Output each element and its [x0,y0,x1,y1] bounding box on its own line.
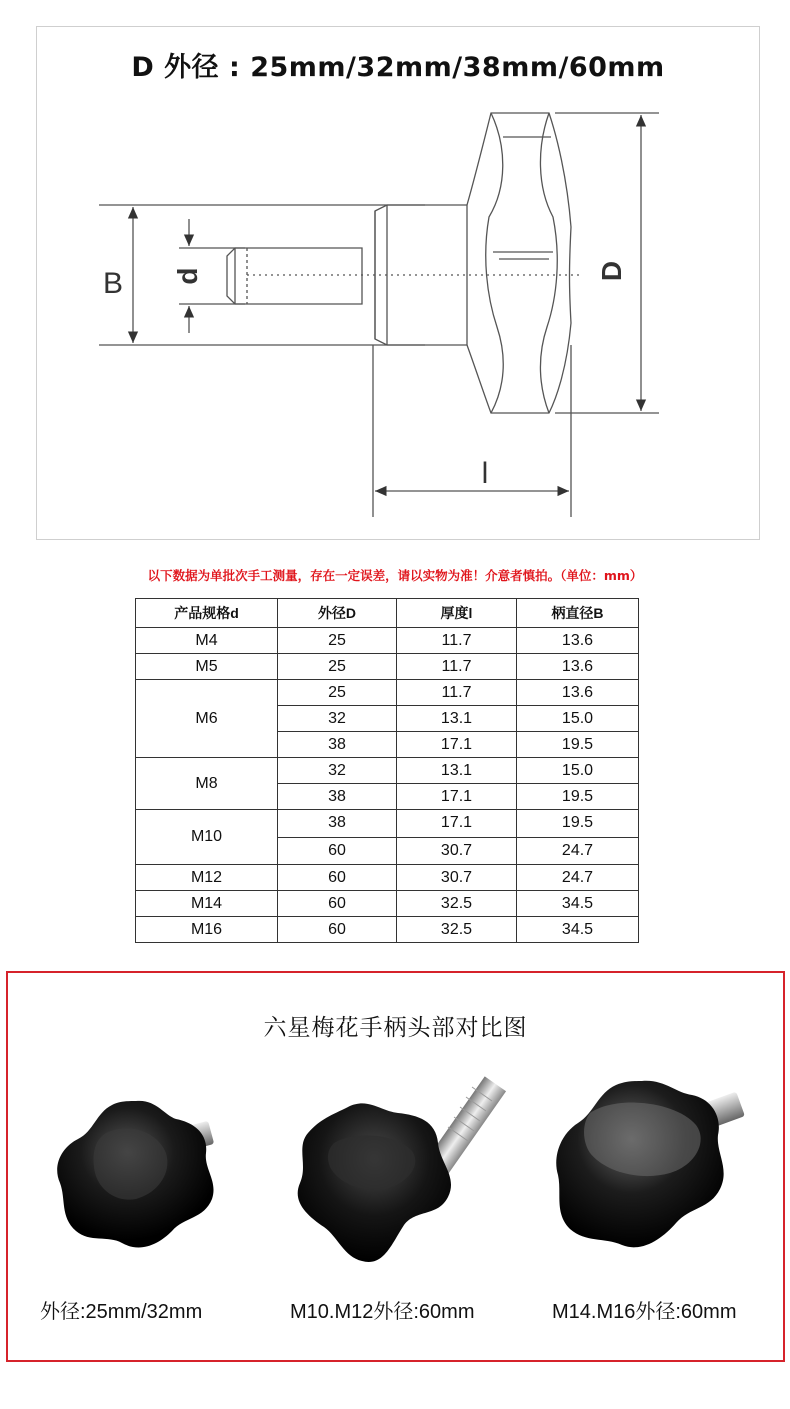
cell-spec: M16 [136,917,278,943]
cell-thickness: 17.1 [397,810,517,838]
cell-thickness: 30.7 [397,837,517,865]
cell-B: 15.0 [517,758,639,784]
cell-B: 24.7 [517,865,639,891]
cell-D: 25 [278,654,397,680]
cell-D: 60 [278,865,397,891]
cell-thickness: 32.5 [397,891,517,917]
cell-B: 19.5 [517,810,639,838]
header-outer-diameter: 外径D [278,599,397,628]
table-row [136,758,639,784]
cell-B: 24.7 [517,837,639,865]
cell-D: 38 [278,732,397,758]
cell-B: 13.6 [517,680,639,706]
cell-B: 34.5 [517,917,639,943]
cell-spec: M12 [136,865,278,891]
cell-thickness: 30.7 [397,865,517,891]
cell-thickness: 32.5 [397,917,517,943]
caption-m14-m16: M14.M16外径:60mm [552,1301,737,1323]
table-row [136,628,639,654]
table-row [136,654,639,680]
cell-B: 13.6 [517,628,639,654]
cell-thickness: 17.1 [397,732,517,758]
cell-spec: M6 [136,680,278,758]
knob-photo-small [46,1093,226,1263]
label-D: D [596,260,627,282]
knob-drawing [37,27,761,541]
cell-spec: M4 [136,628,278,654]
cell-D: 25 [278,680,397,706]
comparison-panel [6,971,785,1362]
caption-small: 外径:25mm/32mm [40,1301,203,1323]
cell-thickness: 11.7 [397,654,517,680]
cell-thickness: 13.1 [397,758,517,784]
cell-spec: M14 [136,891,278,917]
cell-spec: M5 [136,654,278,680]
cell-thickness: 17.1 [397,784,517,810]
cell-D: 32 [278,706,397,732]
label-B: B [102,267,124,300]
table-row [136,891,639,917]
cell-B: 34.5 [517,891,639,917]
cell-D: 60 [278,891,397,917]
measurement-note: 以下数据为单批次手工测量，存在一定误差，请以实物为准！介意者慎拍。（单位：mm） [147,568,643,583]
table-row [136,680,639,706]
caption-m10-m12: M10.M12外径:60mm [290,1301,475,1323]
diagram-title: D 外径 : 25mm/32mm/38mm/60mm [131,52,665,83]
label-d: d [172,267,203,285]
header-thickness: 厚度l [397,599,517,628]
header-shank-diameter: 柄直径B [517,599,639,628]
cell-D: 38 [278,784,397,810]
header-spec: 产品规格d [136,599,278,628]
table-header-row [136,599,639,628]
cell-D: 60 [278,837,397,865]
cell-B: 19.5 [517,732,639,758]
table-row [136,865,639,891]
cell-thickness: 11.7 [397,680,517,706]
cell-thickness: 13.1 [397,706,517,732]
dimension-diagram [36,26,760,540]
cell-spec: M10 [136,810,278,865]
cell-B: 13.6 [517,654,639,680]
knob-photo-m14-m16 [546,1073,756,1273]
cell-B: 19.5 [517,784,639,810]
label-l: l [481,457,489,490]
knob-photo-m10-m12 [288,1073,528,1283]
cell-D: 60 [278,917,397,943]
cell-D: 25 [278,628,397,654]
cell-spec: M8 [136,758,278,810]
cell-thickness: 11.7 [397,628,517,654]
comparison-title: 六星梅花手柄头部对比图 [263,1015,528,1041]
cell-D: 38 [278,810,397,838]
table-row [136,810,639,838]
table-row [136,917,639,943]
spec-table [135,598,639,943]
cell-B: 15.0 [517,706,639,732]
cell-D: 32 [278,758,397,784]
